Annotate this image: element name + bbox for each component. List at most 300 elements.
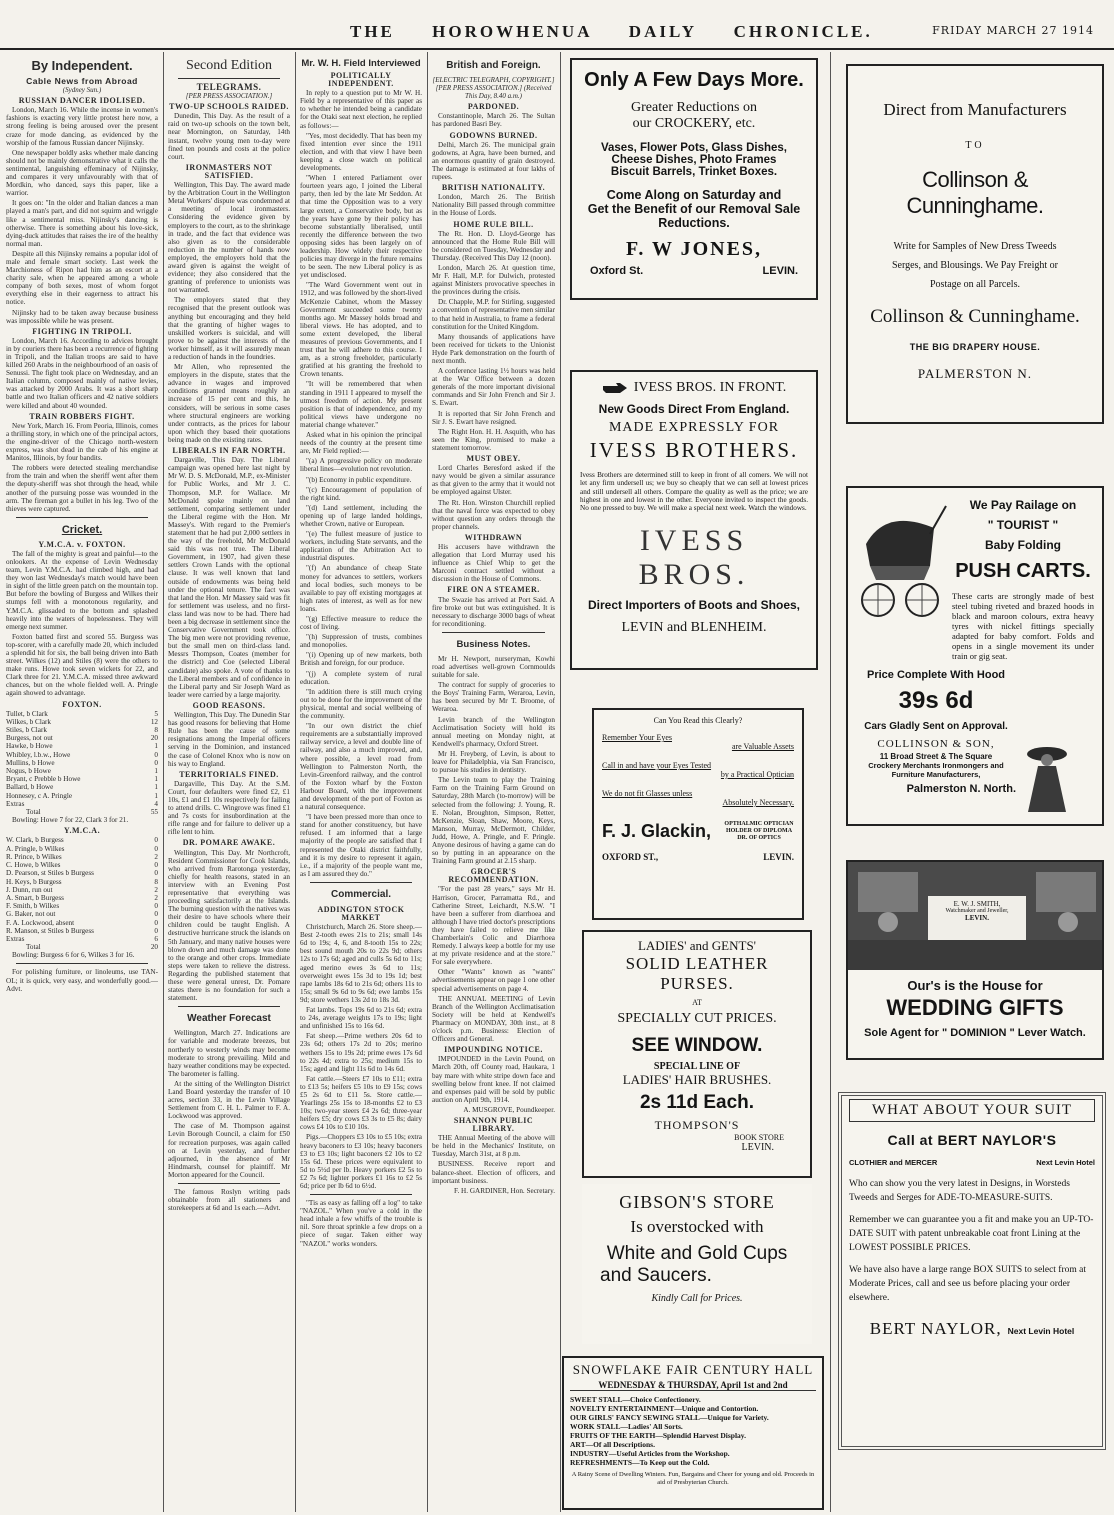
article-paragraph: "(e) The fullest measure of justice to workers, including State servants, and the application of the Arbitration Act to industrial disputes.: [300, 530, 422, 563]
batsman-name: R. Prince, b Wilkes: [6, 852, 62, 861]
ad-line: Come Along on Saturday and: [606, 188, 782, 202]
shop-interior-illustration: [848, 862, 1102, 970]
article-paragraph: Mr H. Newport, nurseryman, Kowhi road advertises well-grown Cornmoulds suitable for sale.: [432, 654, 555, 680]
headline: GODOWNS BURNED.: [449, 130, 538, 140]
article-paragraph: A conference lasting 1½ hours was held at the War Office between a dozen generals of the more important divisional commands and Sir John French and Sir J. S. Ewart.: [432, 367, 555, 408]
ad-merchant-name: THOMPSON'S: [654, 1118, 740, 1132]
ad-line: IVESS BROTHERS.: [589, 438, 799, 462]
ad-collinson-cunninghame: [846, 64, 1104, 424]
batsman-name: A. Pringle, b Wilkes: [6, 844, 65, 853]
masthead: [0, 22, 1114, 50]
headline: DR. POMARE AWAKE.: [182, 838, 276, 848]
headline: HOME RULE BILL.: [453, 219, 534, 229]
lady-figure-illustration: [1012, 746, 1082, 826]
source-line: (Sydney Sun.): [62, 86, 102, 95]
ad-headline: Only A Few Days More.: [584, 69, 804, 91]
scorecard-row: [6, 734, 158, 742]
fair-stall-item: WORK STALL—Ladies' All Sorts.: [570, 1422, 683, 1431]
batsman-name: Hawke, b Howe: [6, 742, 53, 751]
scorecard-row: [6, 894, 158, 902]
ad-merchant-name: COLLINSON & SON,: [877, 738, 995, 750]
ad-gibsons-store: [582, 1184, 812, 1344]
batsman-name: Extras: [6, 799, 25, 808]
batsman-runs: 1: [154, 783, 158, 792]
headline: TWO-UP SCHOOLS RAIDED.: [169, 102, 289, 112]
batsman-runs: 6: [154, 934, 158, 943]
section-rule: [442, 632, 545, 633]
article-paragraph: At the sitting of the Wellington District Land Board yesterday the transfer of 10 acres, section 33, in the Levin Village Settlement from C. H. L. Palmer to F. A. Lockwood was approved.: [168, 1079, 290, 1121]
ad-line: Greater Reductions on: [631, 100, 757, 115]
article-paragraph: The case of M. Thompson against Levin Borough Council, a claim for £50 for recreation purposes, was again called on at Levin yesterday, and further adjourned, in the absence of Mr Hindmarsh, counsel for plaintiff. Mr Morton appeared for the Council.: [168, 1122, 290, 1179]
scorecard-row: [6, 751, 158, 759]
ad-line: " TOURIST ": [987, 518, 1059, 532]
article-paragraph: The Right Hon. H. H. Asquith, who has seen the King, promised to make a statement tomorrow.: [432, 427, 555, 452]
ad-line: LADIES' and GENTS': [637, 938, 757, 953]
article-paragraph: Wellington, March 27. Indications are for variable and moderate breezes, but northerly to westerly winds may become moderate to strong prevailing. Mild and hazy weather conditions may be expected. The barometer is falling.: [168, 1029, 290, 1078]
batsman-runs: 1: [154, 791, 158, 800]
scorecard-row: [6, 927, 158, 935]
scorecard-row: [6, 869, 158, 877]
ad-line: Cheese Dishes, Photo Frames: [611, 154, 777, 166]
ad-merchant-name: F. J. Glackin,: [602, 821, 712, 841]
shop-sign: LEVIN.: [965, 914, 989, 922]
batsman-runs: 4: [154, 799, 158, 808]
scorecard-heading: FOXTON.: [62, 699, 102, 709]
ad-line: Price Complete With Hood: [866, 669, 1006, 681]
headline: ADDINGTON STOCK MARKET: [317, 904, 405, 922]
article-paragraph: Mr Allen, who represented the employers in the dispute, states that the advance in wages and improved conditions granted means roughly an increase of 15 per cent and this, he considers, will be serious in some cases where structural engineers are working under contracts, as the prices for labour upon which they based their quotations being made on the existing rates.: [168, 363, 290, 444]
ad-address: Oxford St.: [590, 265, 644, 277]
scorecard-row: [6, 861, 158, 869]
column-divider: [295, 52, 296, 1512]
ad-line: Serges, and Blousings. We Pay Freight or: [891, 260, 1059, 271]
batsman-runs: 2: [154, 852, 158, 861]
ad-headline: GIBSON'S STORE: [619, 1192, 775, 1212]
total-label: Total: [26, 808, 41, 817]
ad-line: 11 Broad Street & The Square: [879, 752, 993, 761]
article-title: Mr. W. H. Field Interviewed: [301, 58, 421, 69]
ad-body: These carts are strongly made of best steel tubing riveted and brazed hoods in black and maroon colours, extra heavy tyres with nickel fittings specially adapted for baby comfort. Folds and opens in a single movement its under train or gig seat.: [952, 591, 1094, 661]
ad-merchant-name: F. W JONES,: [625, 238, 763, 260]
article-paragraph: IMPOUNDED in the Levin Pound, on March 20th, off County road, Haukara, 1 bay mare with white stripe down face and swelling below front knee. If not claimed and expenses paid will be sold by public auction on April 9th, 1914.: [432, 1055, 555, 1104]
article-paragraph: London, March 26. The British Nationality Bill passed through committee in the House of Lords.: [432, 193, 555, 218]
batsman-runs: 0: [154, 869, 158, 878]
headline: POLITICALLY INDEPENDENT.: [328, 71, 394, 89]
ad-town: LEVIN.: [741, 1142, 774, 1153]
ad-line: Kindly Call for Prices.: [651, 1293, 743, 1304]
column-divider: [560, 52, 561, 1512]
article-paragraph: "(d) Land settlement, including the opening up of large landed holdings, whether Crown, native or European.: [300, 503, 422, 528]
article-paragraph: The Levin team to play the Training Farm on the Training Farm Ground on Saturday, 28th March (to-morrow) will be selected from the following: J. Young, R. E. Nolan, Broughton, Simpson, Retter, McKenzie, Sloan, Shaw, Moore, Keys, Manson, Murray, McDermott, Childer, Judd, Howe, A. Pringle, and F. Pringle. Anyone desirous of having a game can do so by putting in an appearance on the Training Farm ground at 2.15 sharp.: [432, 776, 555, 866]
ad-line: Get the Benefit of our Removal Sale Reductions.: [587, 202, 801, 230]
ad-body: We have also have a large range BOX SUITS to select from at Moderate Prices, call and see us before placing your order elsewhere.: [849, 1265, 1087, 1303]
ad-town: LEVIN.: [763, 852, 794, 862]
article-paragraph: The contract for supply of groceries to the Boys' Training Farm, Weraroa, Levin, has been secured by Mr T. Broome, of Weraroa.: [432, 681, 555, 714]
headline: TERRITORIALS FINED.: [179, 769, 279, 779]
agency-line: [PER PRESS ASSOCIATION.]: [185, 92, 273, 101]
scorecard-row: [6, 935, 158, 943]
scorecard-row: [6, 775, 158, 783]
ad-line: Collinson & Cunninghame.: [906, 167, 1044, 218]
ad-fw-jones: [570, 58, 818, 300]
article-paragraph: London, March 26. At question time, Mr F. Hall, M.P. for Dulwich, protested against Ministers provocative speeches in the provinces during the crisis.: [432, 263, 555, 297]
ad-headline: WEDDING GIFTS: [886, 995, 1064, 1020]
article-paragraph: "The Ward Government went out in 1912, and was followed by the short-lived McKenzie Cabinet, whom the Massey Government succeeded some twenty months ago. Mr Massey holds broad and liberal views. He has adopted, and to some extent developed, the liberal measures of previous Governments, and I trust that he will adhere to this course. I am, as a strong freeholder, particularly gratified at his granting the freehold to Crown tenants.: [300, 281, 422, 379]
section-rule: [178, 78, 280, 79]
section-title: British and Foreign.: [446, 60, 541, 71]
article-paragraph: Foxton batted first and scored 55. Burgess was top-scorer, with a carefully made 20, which included a splendid hit for six, the ball being driven into Bath street. Wilkes (12) and Stiles (8) were the others to make runs. Howe took seven wickets for 22, and Clark three for 21. Y.M.C.A. missed three awkward chances, but on the whole fielded well. A. Pringle again showed to advantage.: [6, 632, 158, 698]
article-paragraph: In reply to a question put to Mr W. H. Field by a representative of this paper as to whether he intended being a candidate for the Otaki seat next election, he replied as follows:—: [300, 89, 422, 130]
section-rule: [178, 1183, 280, 1184]
article-paragraph: BUSINESS. Receive report and balance-sheet. Election of officers, and important business.: [432, 1160, 555, 1185]
scorecard-row: [6, 726, 158, 734]
ad-line: Can You Read this Clearly?: [653, 716, 743, 725]
article-paragraph: London, March 16. According to advices brought in by couriers there has been a recurrence of fighting in Tripoli, and the Italian troops are said to have killed 260 Arabs in the neighbourhood of an oasis of Senussi. The fight took place on Wednesday, and an Italian column, composed mainly of native levies, was attacked by 2000 Arabs. It was a short sharp battle and two Italian officers and 42 native soldiers were killed and about 40 wounded.: [6, 336, 158, 410]
scorecard-row: [6, 886, 158, 894]
scorecard-heading: Y.M.C.A.: [63, 826, 101, 836]
headline: RUSSIAN DANCER IDOLISED.: [18, 96, 146, 106]
ad-snowflake-fair: [562, 1356, 824, 1510]
article-paragraph: THE ANNUAL MEETING of Levin Branch of the Wellington Acclimatisation Society will be held at Kendwell's Pharmacy on MONDAY, 30th inst., at 8 o'clock p.m. Business: Election of Officers and General.: [432, 994, 555, 1044]
ad-body: Remember we can guarantee you a fit and make you an UP-TO-DATE SUIT with patent unbreakable coat front Lining at the LOWEST POSSIBLE PRICES.: [849, 1215, 1094, 1253]
ad-line: Write for Samples of New Dress Tweeds: [893, 241, 1057, 252]
article-paragraph: Wellington, This Day. The award made by the Arbitration Court in the Wellington Metal Workers' dispute was condemned at a meeting of local ironmasters. Considering the evidence given by employers to the court, as to the shrinkage in trade, and the fact that evidence was also given as to the considerable reduction in the number of hands now employed, the employers hold that the award given is against the weight of evidence; they also considered that the granting of preference to unionists was not warranted.: [168, 181, 290, 295]
ad-price: 39s 6d: [898, 687, 974, 714]
batsman-runs: 0: [154, 844, 158, 853]
ad-line: CLOTHIER and MERCER: [849, 1158, 938, 1167]
ad-line: Collinson & Cunninghame.: [870, 306, 1080, 327]
batsman-runs: 8: [154, 726, 158, 735]
ad-line: BOOK STORE: [734, 1133, 784, 1142]
column-title: By Independent.: [31, 58, 133, 73]
ad-glackin-optician: [592, 708, 804, 920]
headline: IRONMASTERS NOT SATISFIED.: [185, 162, 273, 180]
total-runs: 20: [150, 943, 158, 952]
batsman-runs: 1: [154, 767, 158, 776]
ad-line: WEDNESDAY & THURSDAY, April 1st and 2nd: [570, 1380, 816, 1391]
ymca-scorecard: [6, 836, 158, 943]
batsman-runs: 12: [150, 717, 158, 726]
ad-line: SEE WINDOW.: [631, 1035, 763, 1056]
article-paragraph: "I have been pressed more than once to stand for another constituency, but have refused. I am informed that a large majority of the people are satisfied that I represented the Otaki district faithfully, and it is my desire to represent it again, i.e., if a majority of the people want me, as I am assured they do.": [300, 813, 422, 878]
cricket-title: Cricket.: [61, 523, 103, 536]
ad-line: Furniture Manufacturers,: [891, 770, 981, 779]
fair-stall-item: SWEET STALL—Choice Confectionery.: [570, 1395, 701, 1404]
section-subtitle: Cable News from Abroad: [26, 76, 138, 86]
article-paragraph: THE Annual Meeting of the above will be held in the Mechanics' Institute, on Tuesday, March 31st, at 8 p.m.: [432, 1134, 555, 1159]
ad-line: Sole Agent for " DOMINION " Lever Watch.: [864, 1027, 1086, 1039]
article-paragraph: Mr H. Freyberg, of Levin, is about to leave for Philadelphia, via San Francisco, to pursue his studies in dentistry.: [432, 749, 555, 775]
batsman-runs: 0: [154, 861, 158, 870]
batsman-runs: 0: [154, 910, 158, 919]
commercial-title: Commercial.: [330, 888, 392, 900]
column-divider: [163, 52, 164, 1512]
ad-line: SPECIALLY CUT PRICES.: [617, 1011, 777, 1026]
ad-town: LEVIN.: [762, 265, 798, 277]
article-paragraph: "For the past 28 years," says Mr H. Harrison, Grocer, Parramatta Rd., and Catherine Street, Leichardt, N.S.W. "I have been a sufferer from diarrhoea and although I have tried doctor's prescriptions they have failed to relieve me like Chamberlain's Colic and Diarrhoea Remedy. I always keep a bottle for my use at my private residence and at the store." For sale everywhere.: [432, 885, 555, 967]
batsman-name: Bryant, c Prebble b Howe: [6, 775, 81, 784]
article-paragraph: Wellington, This Day. The Dunedin Star has good reasons for believing that Home Rule has been the cause of some resignations among the Imperial officers serving in the Dominion, and instanced the case of Colonel Knox who is now on his way to England.: [168, 711, 290, 768]
headline: PARDONED.: [467, 102, 520, 112]
scorecard-row: [6, 792, 158, 800]
ad-line: Vases, Flower Pots, Glass Dishes,: [600, 142, 787, 154]
batsman-name: C. Howe, b Wilkes: [6, 861, 61, 870]
ad-address: OXFORD ST.,: [602, 852, 659, 862]
ad-line: SPECIAL LINE OF: [653, 1061, 741, 1072]
article-paragraph: One newspaper boldly asks whether male dancing should not be mainly demonstrative what it calls the sentimental, languishing effeminacy of Nijinsky, and compares it very unfavourably with that of Mordkin, who danced, says this paper, like a warrior.: [6, 148, 158, 198]
batsman-runs: 0: [154, 926, 158, 935]
batsman-name: Wilkes, b Clark: [6, 717, 52, 726]
headline: FIGHTING IN TRIPOLI.: [32, 326, 132, 336]
ad-line: are Valuable Assets: [731, 742, 794, 751]
column-3: [300, 56, 422, 1512]
scorecard-row: [6, 853, 158, 861]
fair-stall-item: NOVELTY ENTERTAINMENT—Unique and Contortion.: [570, 1404, 759, 1413]
scorecard-row: [6, 845, 158, 853]
advertisement-line: "Tis as easy as falling off a log" to take "NAZOL." When you've a cold in the head inhale a few whiffs of the trouble is nil. Sore throat sprinkle a few drops on a piece of sugar. Taken either way "NAZOL" works wonders.: [300, 1199, 422, 1248]
fair-stall-list: [570, 1395, 816, 1467]
ad-line: We do not fit Glasses unless: [602, 789, 693, 798]
headline: MUST OBEY.: [466, 454, 521, 464]
article-paragraph: Fat sheep.—Prime wethers 20s 6d to 23s 6d; others 17s 2d to 20s; merino wethers 15s to 19s 2d; prime ewes 17s 6d to 22s 4d; extra to 25s; medium 15s to 15s; aged and light 11s 6d to 14s 6d.: [300, 1032, 422, 1073]
article-paragraph: New York, March 16. From Peoria, Illinois, comes a thrilling story, in which one of the principal actors, the engine-driver of the Chicago north-western express, was shot dead in the cab of his engine at Manitos, Illinois, by four bandits.: [6, 421, 158, 463]
ad-smith-jeweller: [846, 860, 1104, 1060]
headline: SHANNON PUBLIC LIBRARY.: [453, 1115, 534, 1134]
article-paragraph: F. H. GARDINER, Hon. Secretary.: [454, 1186, 555, 1195]
ad-line: LADIES' HAIR BRUSHES.: [622, 1072, 772, 1087]
ad-body: Who can show you the very latest in Designs, in Worsteds Tweeds and Serges for ADE-TO-MEASURE-SUITS.: [849, 1179, 1070, 1203]
article-paragraph: "(a) A progressive policy on moderate liberal lines—evolution not revolution.: [300, 457, 422, 474]
batsman-runs: 0: [154, 758, 158, 767]
article-paragraph: The employers stated that they recognised that the present outlook was anything but encouraging and they held that the granting of higher wages to unskilled workers is suicidal, and will prove to be against the interests of the worker himself, as it will assuredly mean a reduction of hands in the foundries.: [168, 296, 290, 361]
ad-line: New Goods Direct From England.: [598, 402, 790, 416]
ad-line: MADE EXPRESSLY FOR: [608, 420, 780, 435]
advertisement-line: The famous Roslyn writing pads obtainable from all stationers and storekeepers at 6d and 1s each.—Advt.: [168, 1188, 290, 1213]
column-divider: [427, 52, 428, 1512]
article-paragraph: Wellington, This Day. Mr Northcroft, Resident Commissioner for Cook Islands, who arrived from Rarotonga yesterday, chiefly for health reasons, stated in an interview with an Evening Post representative that everything was proceeding satisfactorily at the Islands. The burning question with the natives was their desire to have schools where their children could be taught English. A destructive hurricane struck the islands on 5th January, and many native houses were blown down and much damage was done to the orange and other crops. Immediate steps were taken to relieve the distress. Regarding the published statement that these were general unrest, Dr. Pomare states there is no foundation for such a statement.: [168, 848, 290, 1003]
column-2: [168, 56, 290, 1512]
ad-bert-naylor: [838, 1092, 1106, 1450]
ad-line: THE BIG DRAPERY HOUSE.: [909, 342, 1041, 352]
article-paragraph: "(c) Encouragement of population of the right kind.: [300, 485, 422, 502]
ad-collinson-push-carts: [846, 486, 1104, 826]
article-paragraph: Lord Charles Beresford asked if the navy would be given a similar assurance as that given to the army that it would not be employed against Ulster.: [432, 464, 555, 497]
ad-line: Remember Your Eyes: [602, 733, 672, 742]
headline: LIBERALS IN FAR NORTH.: [172, 446, 286, 456]
article-paragraph: Fat cattle.—Steers £7 10s to £11; extra to £13 5s; heifers £5 10s to £9 15s; cows £5 2s 6d to £11 5s. Store cattle.—Yearlings 25s 15s to 18-months £2 to £3 10s; two-year steers £4 2s 6d; three-year heifers £5; dry cows £3 3s to £5 8s; dairy cows £4 10s to £10 10s.: [300, 1074, 422, 1132]
headline: Y.M.C.A. v. FOXTON.: [38, 539, 126, 549]
batsman-runs: 0: [154, 836, 158, 845]
article-paragraph: A. MUSGROVE, Poundkeeper.: [463, 1105, 555, 1114]
article-paragraph: "In addition there is still much crying out to be done for the improvement of the physical, mental and social wellbeing of the community.: [300, 687, 422, 721]
pointing-hand-icon: [602, 382, 628, 394]
section-rule: [16, 517, 148, 518]
ad-line: IVESS BROS.: [638, 524, 750, 592]
article-paragraph: Asked what in his opinion the principal needs of the country at the present time are, Mr Field replied:—: [300, 431, 422, 456]
article-paragraph: "It will be remembered that when standing in 1911 I appeared to myself the utmost freedom of action. My present position is that of independence, and my political views have undergone no material change whatever.": [300, 380, 422, 429]
ad-line: Cars Gladly Sent on Approval.: [864, 721, 1008, 732]
batsman-name: R. Manson, st Stiles b Burgess: [6, 926, 94, 935]
ad-line: Our's is the House for: [907, 978, 1043, 993]
ad-line: OPTHALMIC OPTICIAN HOLDER OF DIPLOMA DR. OF OPTICS: [724, 821, 794, 841]
telegrams-heading: TELEGRAMS.: [196, 82, 262, 92]
ad-line: Is overstocked with: [630, 1217, 764, 1236]
ad-ivess-bros: [570, 370, 818, 670]
article-paragraph: His accusers have withdrawn the allegation that Lord Murray used his influence as Chief Whip to get the Marconi contract settled without a discussion in the House of Commons.: [432, 542, 555, 584]
ymca-total-row: [6, 943, 158, 951]
column-divider: [830, 52, 831, 1512]
ad-line: TO: [965, 140, 985, 151]
article-paragraph: Fat lambs. Tops 19s 6d to 21s 6d; extra to 24s, average weights 17s to 19s; light and unfinished 15s to 16s 6d.: [300, 1006, 422, 1031]
article-paragraph: The Swazie has arrived at Port Said. A fire broke out but was extinguished. It is necessary to discharge 3000 bags of wheat for reconditioning.: [432, 595, 555, 628]
scorecard-row: [6, 919, 158, 927]
batsman-runs: 0: [154, 750, 158, 759]
agency-line: [ELECTRIC TELEGRAPH, COPYRIGHT.] [PER PRESS ASSOCIATION.] (Received This Day, 8.40 a.m.): [432, 76, 555, 101]
batsman-runs: 5: [154, 709, 158, 718]
article-paragraph: The Rt. Hon. D. Lloyd-George has announced that the Home Rule Bill will be considered on Tuesday, Wednesday and Thursday. (Received This Day 12 (noon).: [432, 229, 555, 262]
article-paragraph: "(j) A complete system of rural education.: [300, 669, 422, 686]
ad-line: Call in and have your Eyes Tested: [602, 761, 712, 770]
article-paragraph: The fall of the mighty is great and painful—to the onlookers. At the expense of Levin Wednesday team, Levin Y.M.C.A. had climbed high, and had they won last Wednesday's match would have been in sight of the little green patch on the mountain top. But before the bowling of Burgess and Wilkes their stumps fell with a monotonous regularity, and Y.M.C.A. glissaded to the bottom and splashed heavily into the waters of hopelessness. They will emerge next summer.: [6, 549, 158, 631]
ad-body: Ivess Brothers are determined still to keep in front of all comers. We will not let any firm undersell us; we buy so cheaply that we can sell at lowest prices and still undersell all others. Compare the quality as well as the price; we are highest in one and lowest in the other. Everyone invited to inspect the goods. No one pressed to buy. We will make a special next week. Watch the windows.: [580, 471, 808, 513]
ad-line: Crockery Merchants Ironmongers and: [868, 761, 1004, 770]
article-paragraph: "Yes, most decidedly. That has been my fixed intention ever since the 1911 election, and with that view I have been keeping a close watch on political developments.: [300, 131, 422, 173]
batsman-name: G. Baker, not out: [6, 910, 56, 919]
batsman-name: Ballard, b Howe: [6, 783, 54, 792]
ad-line: our CROCKERY, etc.: [632, 116, 756, 131]
ad-line: Absolutely Necessary.: [722, 798, 794, 807]
ad-line: Call at BERT NAYLOR'S: [887, 1132, 1057, 1148]
article-paragraph: Many thousands of applications have been received for tickets to the Unionist Hyde Park demonstration on the fourth of next month.: [432, 332, 555, 365]
ad-merchant-name: BERT NAYLOR,: [869, 1319, 1002, 1338]
scorecard-row: [6, 742, 158, 750]
ad-line: A Rainy Scene of Dwelling Winters. Fun, Bargains and Cheer for young and old. Proceeds in aid of Presbyterian Church.: [571, 1471, 815, 1486]
article-paragraph: Dr. Chapple, M.P. for Stirling, suggested a convention of representative men similar to that held in Australia, to frame a federal constitution for the United Kingdom.: [432, 298, 555, 331]
scorecard-row: [6, 902, 158, 910]
ad-line: and Saucers.: [600, 1265, 712, 1286]
fair-stall-item: ART—Of all Descriptions.: [570, 1440, 655, 1449]
batsman-name: H. Keys, b Burgess: [6, 877, 62, 886]
ad-headline: We Pay Railage on: [969, 498, 1077, 512]
batsman-name: J. Dunn, run out: [6, 885, 53, 894]
article-paragraph: The Rt. Hon. Winston Churchill replied that the naval force was expected to obey without question any orders through the proper channels.: [432, 498, 555, 531]
scorecard-row: [6, 878, 158, 886]
batsman-runs: 1: [154, 742, 158, 751]
ad-line: PUSH CARTS.: [955, 560, 1091, 582]
article-paragraph: Delhi, March 26. The municipal grain godowns, at Agra, have been burned, and an enormous quantity of grain destroyed. The damage is estimated at four lakhs of rupees.: [432, 140, 555, 182]
batsman-runs: 0: [154, 918, 158, 927]
batsman-name: A. Smart, b Burgess: [6, 893, 64, 902]
batsman-runs: 2: [154, 893, 158, 902]
total-runs: 55: [150, 808, 158, 817]
shop-sign: Watchmaker and Jeweller,: [945, 908, 1009, 914]
article-paragraph: It goes on: "In the older and Italian dances a man played a man's part, and did not squirm and wriggle like a sentimental miss. Nijinsky's dancing is otherwise. There is something about his love-sick, dying-duck attitudes that raises the ire of the healthy normal man.: [6, 199, 158, 248]
batsman-name: Honnesey, c A. Pringle: [6, 791, 73, 800]
headline: FIRE ON A STEAMER.: [447, 585, 540, 595]
article-paragraph: The robbers were detected stealing merchandise from the train and when the sheriff went after them the deputy-sheriff was shot through the head, while another of the pursuing posse was wounded in the arm. The fireman got a bullet in his leg. Two of the thieves were captured.: [6, 464, 158, 513]
ad-line: AT: [692, 998, 702, 1007]
ad-headline: SOLID LEATHER PURSES.: [625, 954, 769, 993]
article-paragraph: London, March 16. While the incense in women's fashions is exacting very little protest here now, a strong feeling is being aroused over the present craze for mode dancing, as evidenced by the worship of the famous Russian dancer Nijinsky.: [6, 106, 158, 147]
article-paragraph: It is reported that Sir John French and Sir J. S. Ewart have resigned.: [432, 409, 555, 426]
scorecard-row: [6, 767, 158, 775]
article-paragraph: "(h) Suppression of trusts, combines and monopolies.: [300, 633, 422, 650]
batsman-runs: 0: [154, 902, 158, 911]
scorecard-row: [6, 710, 158, 718]
headline: TRAIN ROBBERS FIGHT.: [29, 411, 135, 421]
batsman-runs: 1: [154, 775, 158, 784]
headline: IMPOUNDING NOTICE.: [444, 1045, 543, 1055]
section-rule: [310, 1194, 412, 1195]
column-1: [6, 56, 158, 1512]
ad-headline: IVESS BROS. IN FRONT.: [633, 380, 787, 395]
article-paragraph: Nijinsky had to be taken away because business was impossible while he was present.: [6, 308, 158, 325]
headline: BRITISH NATIONALITY.: [441, 183, 546, 193]
ad-line: White and Gold Cups: [606, 1243, 788, 1264]
article-paragraph: Constantinople, March 26. The Sultan has pardoned Basri Bey.: [432, 112, 555, 129]
weather-title: Weather Forecast: [187, 1013, 271, 1025]
article-paragraph: "When I entered Parliament over fourteen years ago, I joined the Liberal party, then led by the late Mr Seddon. At that time the Opposition was to a very large extent, a Conservative body, but as the years have gone by their policy has become substantially liberalised, until recently the difference between the two opposing sides has been largely on of leadership. How widely their respective policies may diverge in the future remains to be seen. The new Liberal policy is as yet undisclosed.: [300, 174, 422, 280]
fair-stall-item: OUR GIRLS' FANCY SEWING STALL—Unique for Variety.: [570, 1413, 769, 1422]
shop-sign: E. W. J. SMITH,: [953, 900, 1001, 908]
ad-town: PALMERSTON N.: [917, 366, 1033, 381]
scorecard-row: [6, 800, 158, 808]
batsman-name: Burgess, not out: [6, 734, 53, 743]
headline: GOOD REASONS.: [192, 700, 266, 710]
edition-title: Second Edition: [186, 58, 272, 73]
ad-line: Postage on all Parcels.: [930, 279, 1020, 290]
bowling-summary: Bowling: Howe 7 for 22, Clark 3 for 21.: [12, 816, 129, 825]
batsman-name: D. Pearson, st Stiles b Burgess: [6, 869, 94, 878]
ad-address: Next Levin Hotel: [1007, 1326, 1075, 1336]
headline: GROCER'S RECOMMENDATION.: [448, 867, 539, 885]
article-paragraph: Despite all this Nijinsky remains a popular idol of male and female smart society. Last week the Marchioness of Ripon had him as an escort at a charity sale, when he appeared among a whole company of both sexes, most of whom forgot everything else in their eagerness to attract his notice.: [6, 249, 158, 307]
batsman-name: F. A. Lockwood, absent: [6, 918, 75, 927]
article-paragraph: Christchurch, March 26. Store sheep.—Best 2-tooth ewes 21s to 21s; small 14s 6d to 19s; 4, 6, and 8-tooth 15s to 22s; best sound mouth 20s to 22s 9d; others 12s to 17s 6d; aged and culls 5s 6d to 11s; aged merino ewes 3s 6d to 11s; overweight ewes 15s 3d to 19s 1d; best rape lambs 18s 6d to 21s 6d; others 11s to 15s; small 9s 6d to 9s 6d; ewe lambs 15s 9d; store wethers 13s 2d to 18s 3d.: [300, 923, 422, 1004]
batsman-name: W. Clark, b Burgess: [6, 836, 64, 845]
ad-headline: WHAT ABOUT YOUR SUIT: [849, 1099, 1095, 1122]
issue-date: FRIDAY MARCH 27 1914: [932, 24, 1094, 37]
batsman-runs: 8: [154, 877, 158, 886]
batsman-name: Extras: [6, 934, 25, 943]
newspaper-title: THE HOROWHENUA DAILY CHRONICLE.: [350, 22, 873, 41]
foxton-scorecard: [6, 710, 158, 808]
batsman-name: F. Smith, b Wilkes: [6, 902, 60, 911]
article-paragraph: Pigs.—Choppers £3 10s to £5 10s; extra heavy baconers to £3 10s; heavy baconers £3 to £3 10s; light baconers £2 10s to £2 15s 6d. These prices were equivalent to 5d to 5½d per lb. Heavy porkers £2 5s to £2 7s 6d; lighter porkers £1 16s to £2 5s 6d; price per lb 6d to 6½d.: [300, 1133, 422, 1190]
article-paragraph: "In our own district the chief requirements are a substantially improved railway service, a level and double line of railway, and also a much improved, and, where possible, a level road from Wellington to Palmerston North, the Levin-Greenford railway, and the control of the Foxton wharf by the Foxton Harbour Board, with the improvement and development of the port of Foxton as a natural consequence.: [300, 722, 422, 812]
ad-line: 2s 11d Each.: [639, 1092, 755, 1113]
section-rule: [16, 963, 148, 964]
article-paragraph: "(b) Economy in public expenditure.: [306, 475, 412, 484]
batsman-runs: 2: [154, 885, 158, 894]
scorecard-row: [6, 783, 158, 791]
advertisement-line: For polishing furniture, or linoleums, use TAN-OL; it is quick, very easy, and wonderfully good.—Advt.: [6, 968, 158, 993]
column-4: [432, 56, 555, 1512]
bowling-summary: Bowling: Burgess 6 for 6, Wilkes 3 for 16.: [12, 951, 135, 960]
batsman-name: Tullet, b Clark: [6, 709, 48, 718]
section-rule: [310, 882, 412, 883]
batsman-name: Nogus, b Howe: [6, 767, 51, 776]
ad-headline: SNOWFLAKE FAIR CENTURY HALL: [572, 1362, 814, 1377]
article-paragraph: Dargaville, This Day. At the S.M. Court, four defaulters were fined £2, £1 10s, £1 and £1 10s respectively for failing to attend drills. C. Wingrove was fined £1 and 7s costs for insubordination at the rifle range and for failure to deliver up a rifle lent to him.: [168, 779, 290, 837]
business-title: Business Notes.: [456, 638, 531, 650]
fair-stall-item: REFRESHMENTS—To Keep out the Cold.: [570, 1458, 710, 1467]
ad-line: Next Levin Hotel: [1036, 1158, 1095, 1167]
fair-stall-item: FRUITS OF THE EARTH—Splendid Harvest Display.: [570, 1431, 747, 1440]
batsman-name: Stiles, b Clark: [6, 726, 47, 735]
scorecard-row: [6, 910, 158, 918]
scorecard-row: [6, 718, 158, 726]
